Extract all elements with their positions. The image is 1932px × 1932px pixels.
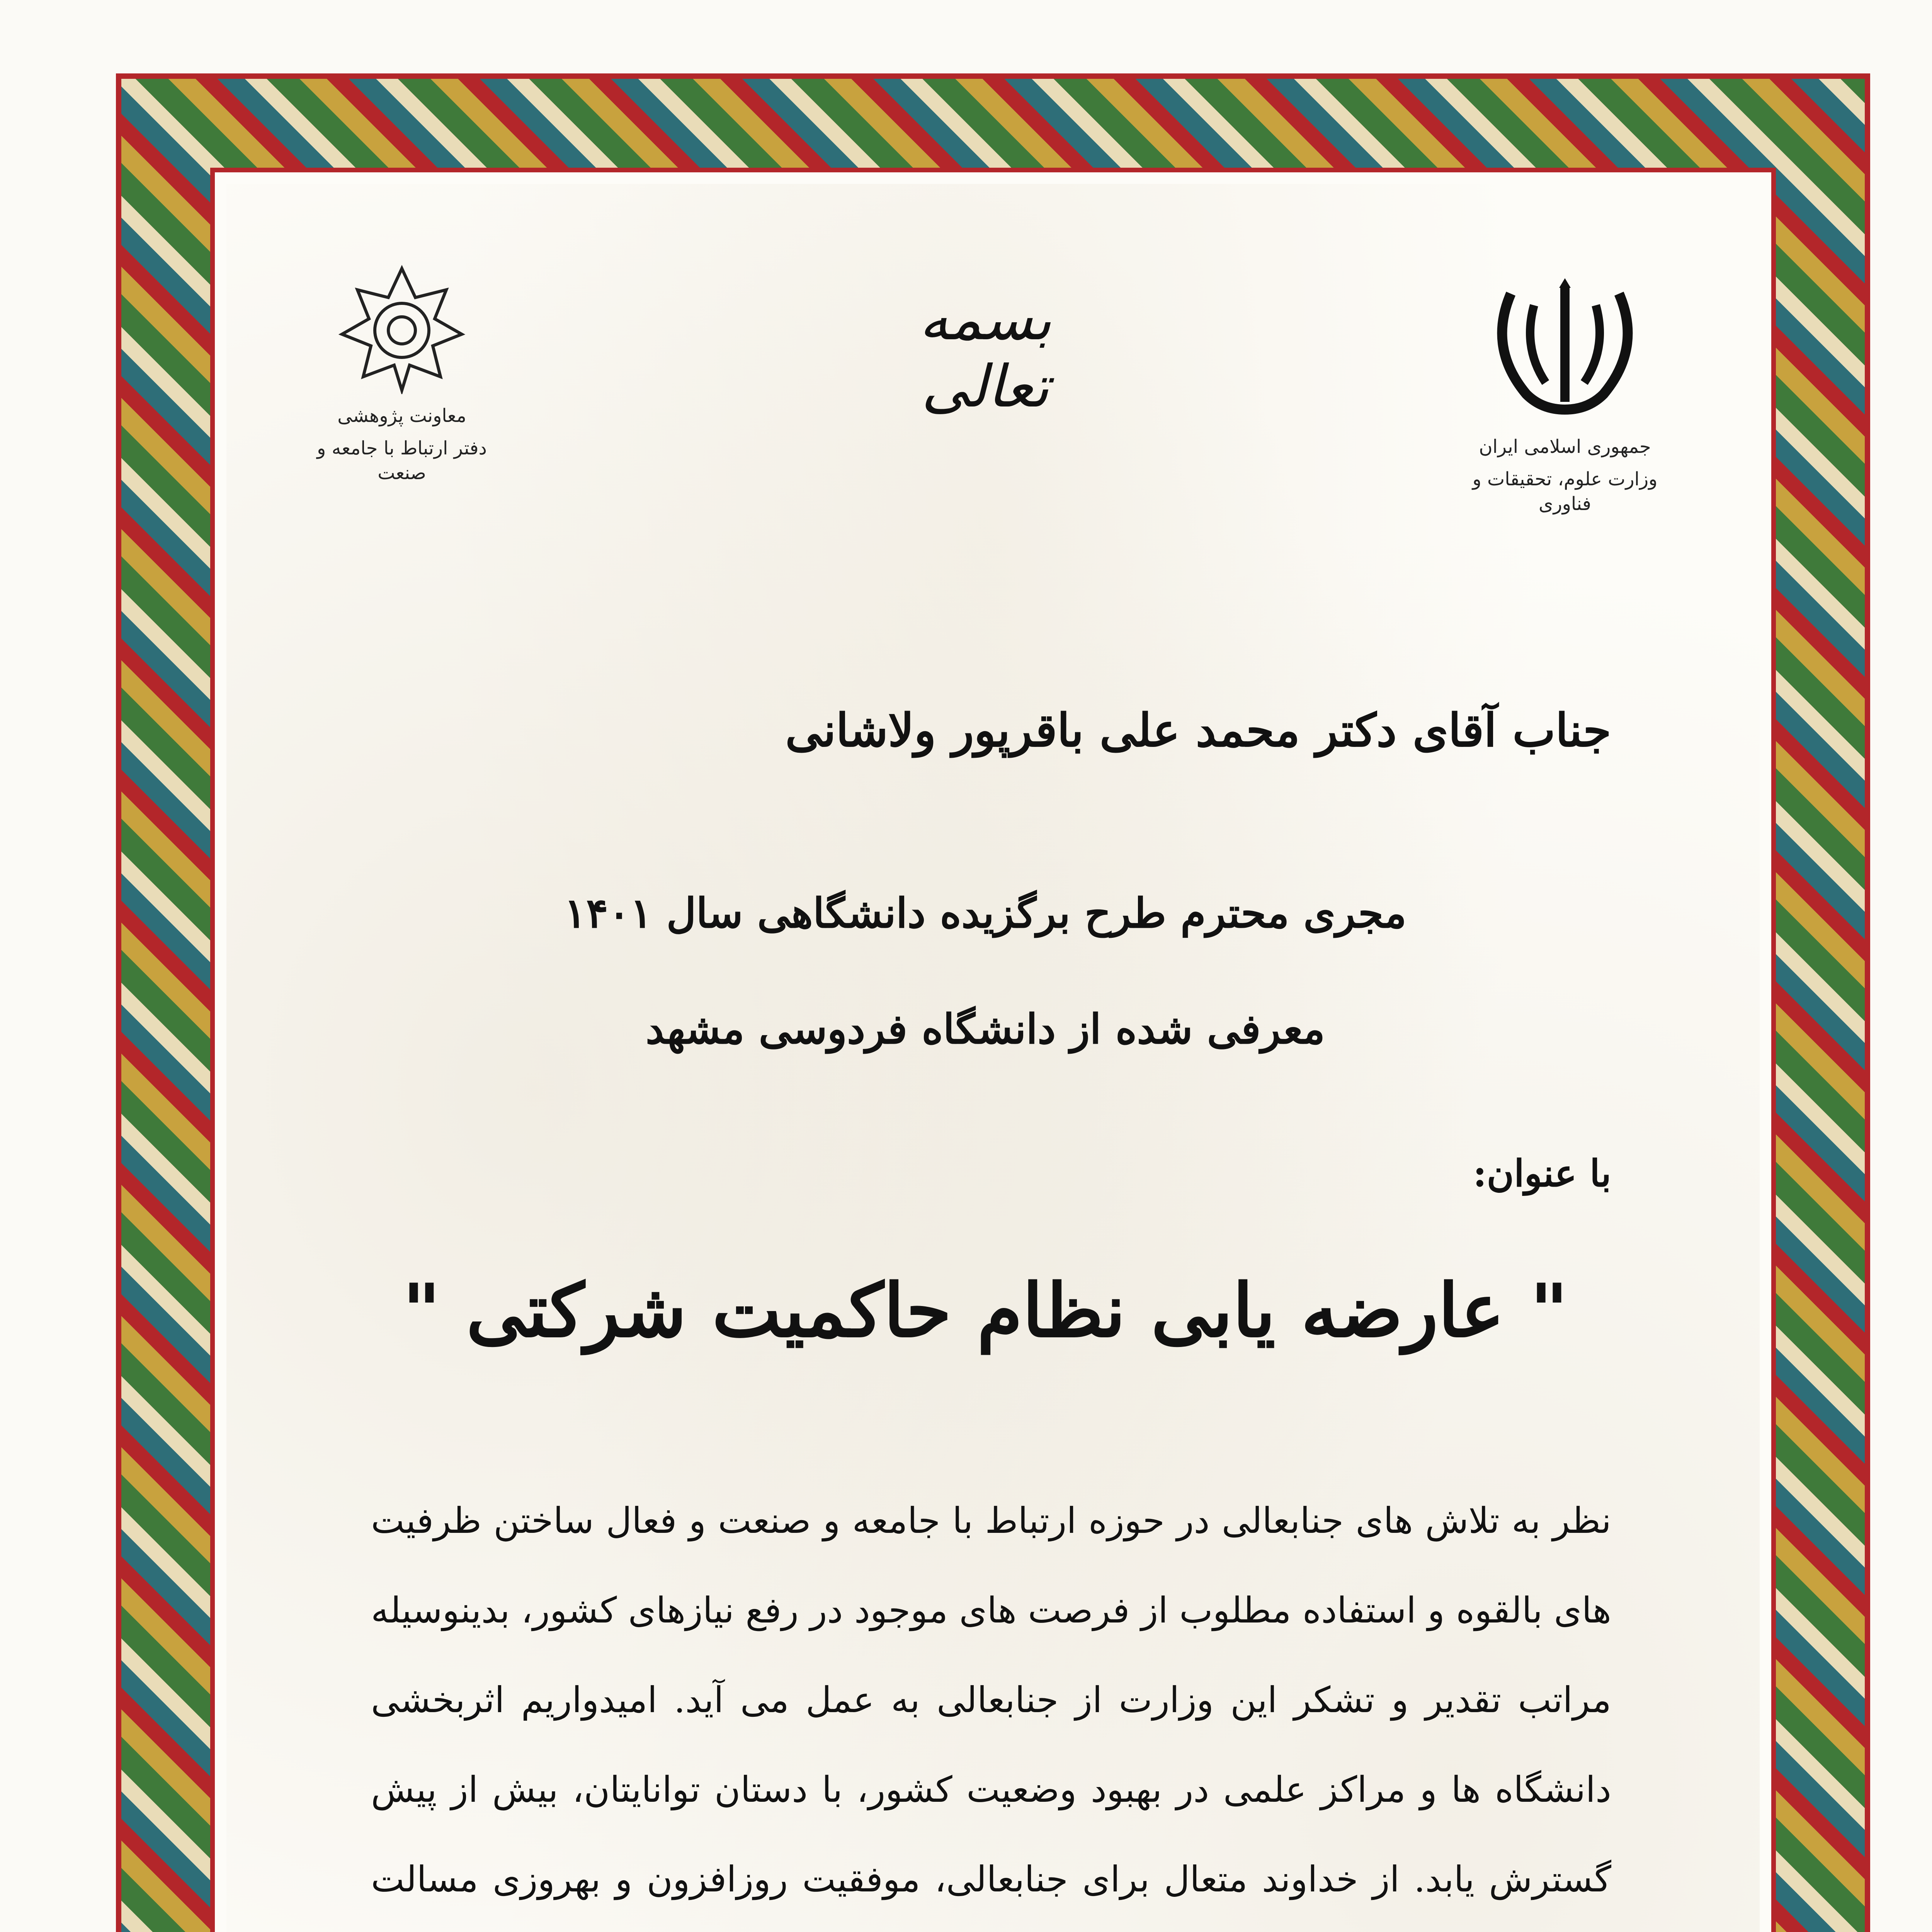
basmala-heading: بسمه تعالی [919,286,1052,420]
research-office-emblem [305,263,498,485]
research-emblem-caption-2: دفتر ارتباط با جامعه و صنعت [317,437,487,484]
iran-emblem [1457,270,1673,516]
recipient-salutation: جناب آقای دکتر محمد علی باقرپور ولاشانی [785,703,1611,757]
iran-emblem-icon [1484,270,1646,425]
recipient-university-line: معرفی شده از دانشگاه فردوسی مشهد [645,1005,1325,1053]
research-emblem-caption-1: معاونت پژوهشی [337,405,466,427]
iran-emblem-caption-1: جمهوری اسلامی ایران [1479,436,1651,457]
appreciation-body: نظر به تلاش های جنابعالی در حوزه ارتباط با جامعه و صنعت و فعال ساختن ظرفیت های بالقوه و استفاده مطلوب از فرصت های موجود در رفع نیازهای کشور، بدینوسیله مراتب تقدیر و تشکر این وزارت از جنابعالی به عمل می آید. امیدواریم اثربخشی دانشگاه ها و مراکز علمی در بهبود وضعیت کشور، با دستان توانایتان، بیش از پیش گسترش یابد. از خداوند متعال برای جنابعالی، موفقیت روزافزون و بهروزی مسالت [371,1500,1611,1900]
project-title: " عارضه یابی نظام حاکمیت شرکتی " [402,1267,1568,1354]
iran-emblem-caption-2: وزارت علوم، تحقیقات و فناوری [1472,468,1658,515]
recipient-role-line: مجری محترم طرح برگزیده دانشگاهی سال ۱۴۰۱ [564,889,1406,937]
mandala-icon [336,263,468,394]
title-label: با عنوان: [1473,1151,1611,1195]
